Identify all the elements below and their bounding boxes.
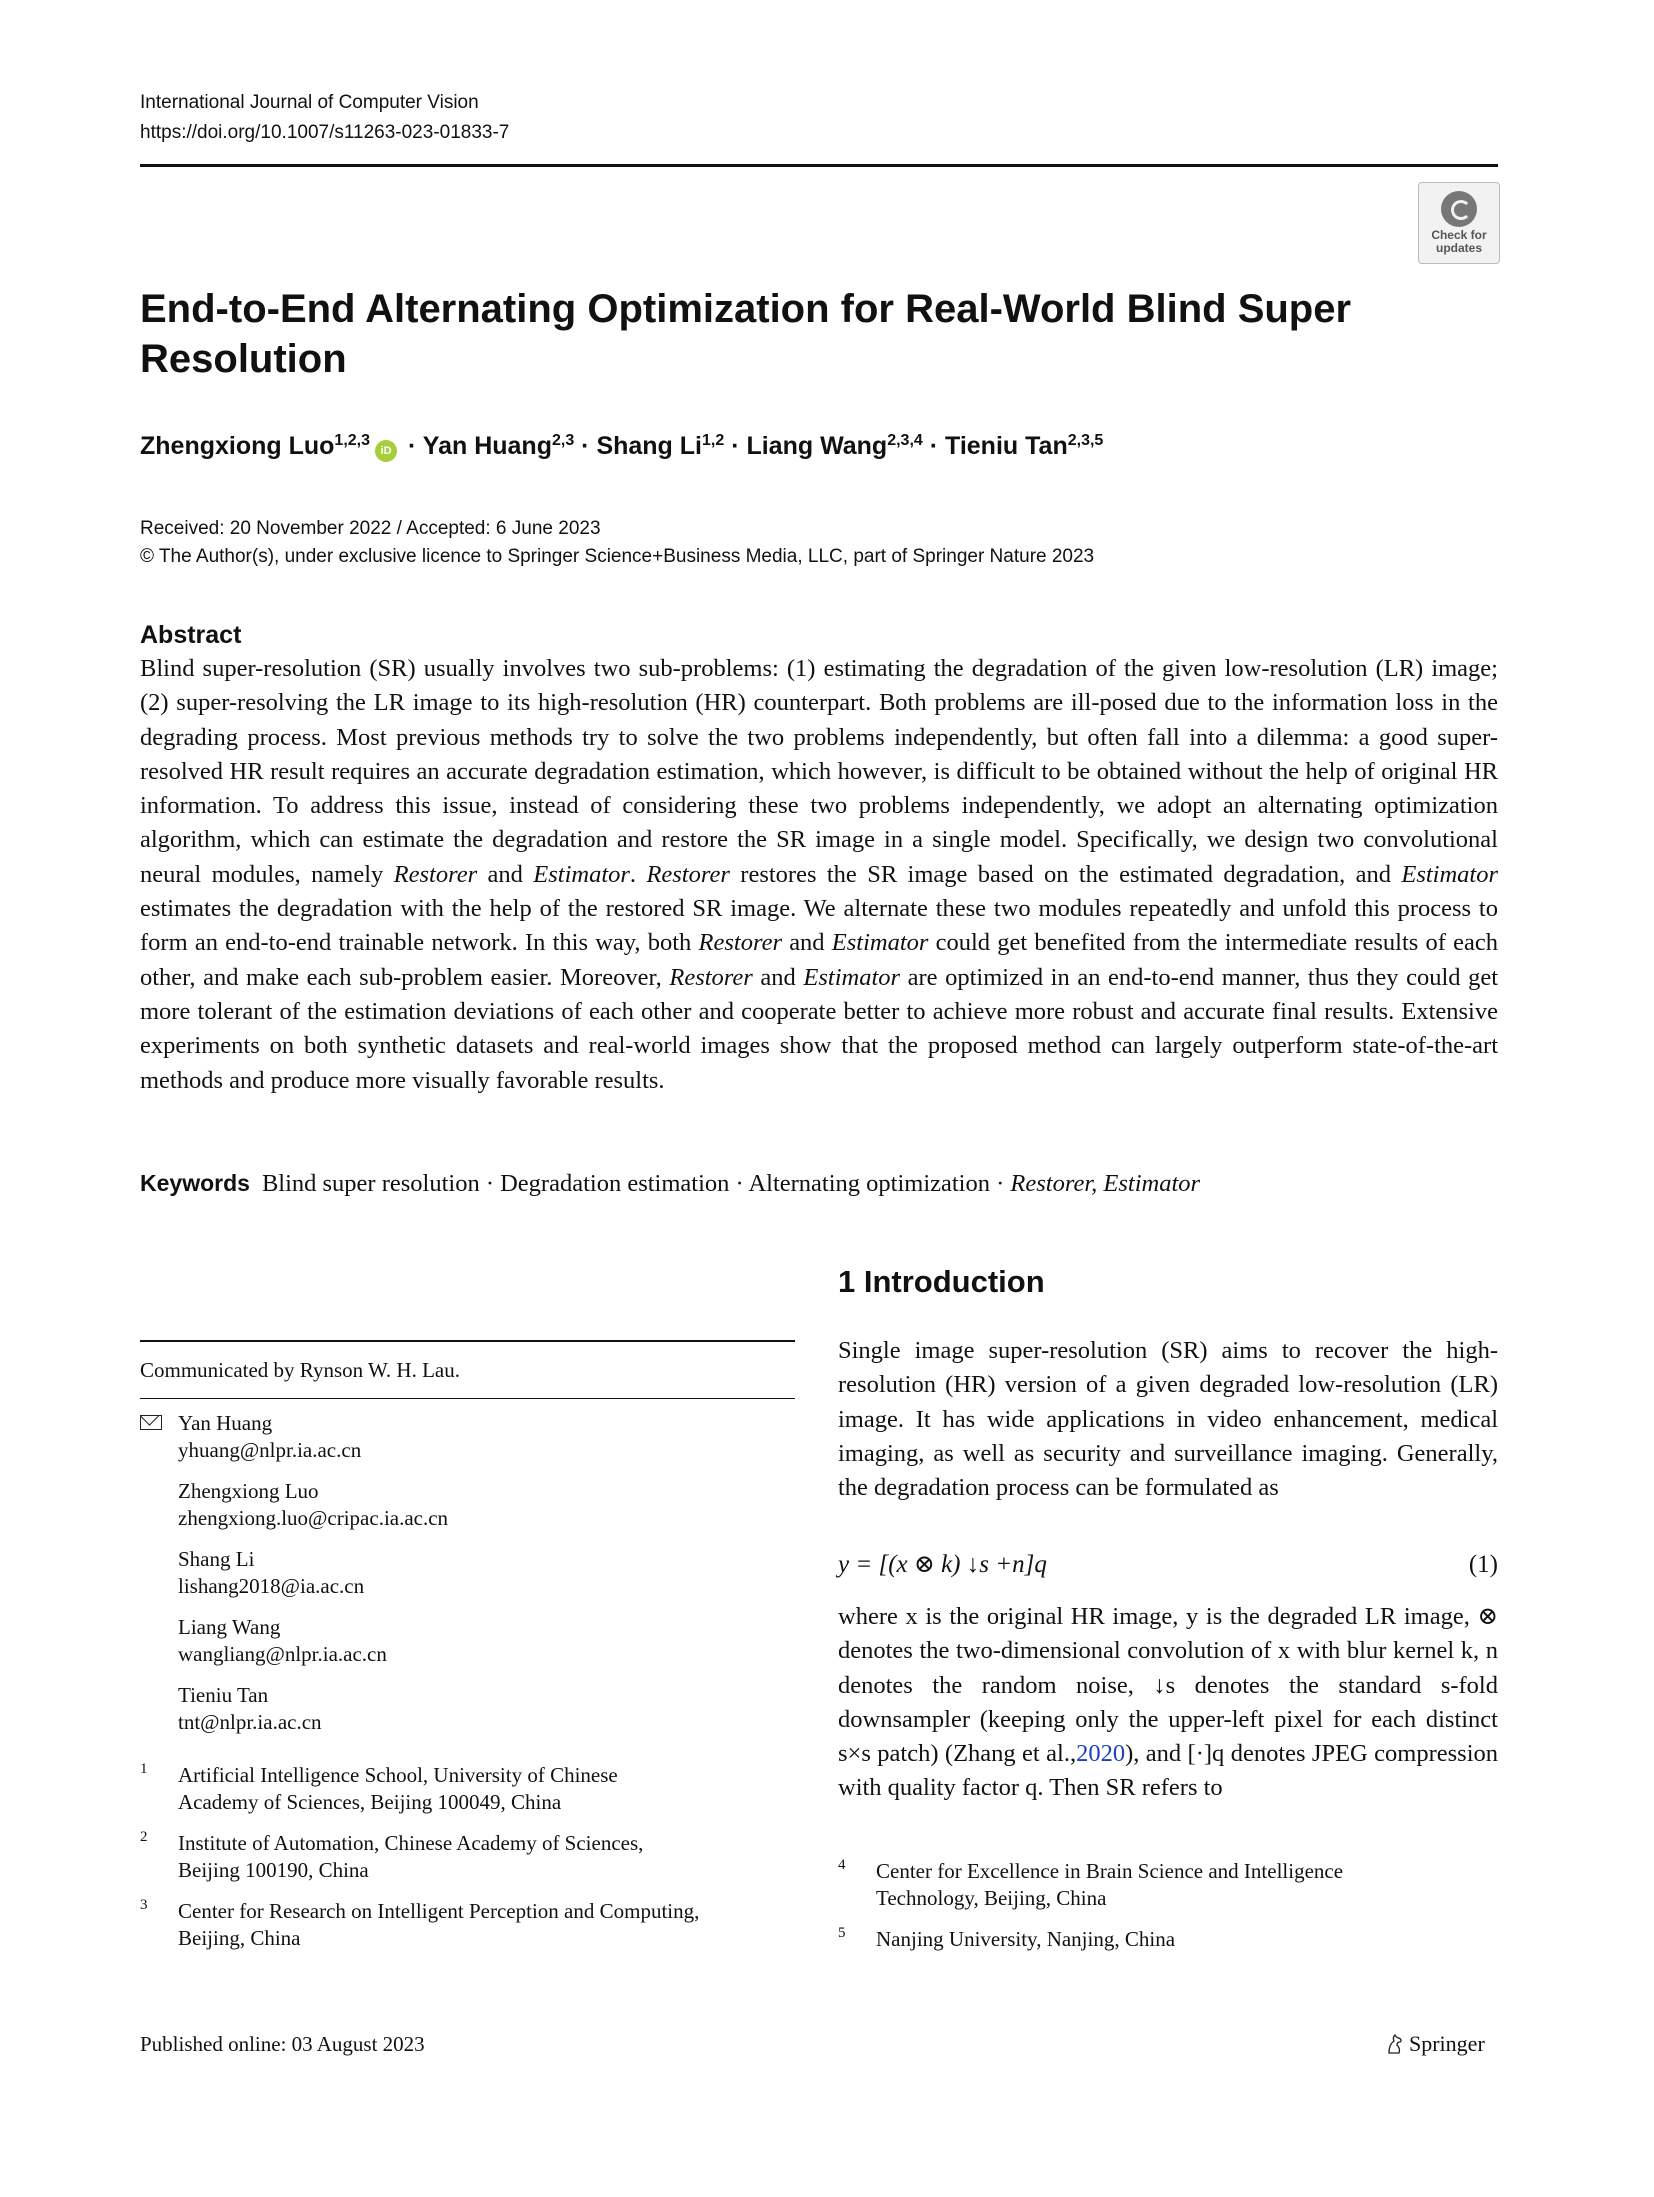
contact-name: Liang Wang xyxy=(178,1615,281,1639)
abstract-heading: Abstract xyxy=(140,621,242,649)
publisher-logo[interactable] xyxy=(1385,2029,1485,2059)
check-for-updates-badge[interactable] xyxy=(1418,182,1500,264)
equation-body: y = [(x ⊗ k) ↓s +n]q xyxy=(838,1551,1047,1578)
contact-email[interactable]: lishang2018@ia.ac.cn xyxy=(178,1574,365,1598)
article-dates xyxy=(140,515,1094,571)
affiliation-line: Institute of Automation, Chinese Academy of Sciences, xyxy=(178,1831,644,1855)
footnote-rule-thin xyxy=(140,1398,795,1399)
contact-email[interactable]: wangliang@nlpr.ia.ac.cn xyxy=(178,1642,387,1666)
author-affiliation-marker: 2,3,4 xyxy=(887,432,923,449)
header-rule xyxy=(140,164,1498,167)
contact-email[interactable]: zhengxiong.luo@cripac.ia.ac.cn xyxy=(178,1506,449,1530)
journal-header xyxy=(140,88,509,148)
author-name[interactable]: Yan Huang xyxy=(422,432,552,460)
author-affiliation-marker: 1,2,3 xyxy=(334,432,371,449)
abstract-term: Restorer xyxy=(669,963,753,991)
affiliation-line: Artificial Intelligence School, University of Chinese xyxy=(178,1763,618,1787)
publisher-name: Springer xyxy=(1409,2031,1485,2056)
copyright-line: © The Author(s), under exclusive licence to Springer Science+Business Media, LLC, part of Springer Nature 2023 xyxy=(140,546,1095,567)
affiliation-number: 3 xyxy=(140,1897,148,1913)
affiliation-entry xyxy=(140,1762,795,1816)
journal-name: International Journal of Computer Vision xyxy=(140,92,479,113)
contact-name: Yan Huang xyxy=(178,1411,273,1435)
affiliation-entry xyxy=(140,1898,795,1952)
badge-line-2: updates xyxy=(1435,241,1482,255)
abstract-term: Estimator xyxy=(831,929,929,957)
contact-name: Tieniu Tan xyxy=(178,1683,269,1707)
contact-email[interactable]: yhuang@nlpr.ia.ac.cn xyxy=(178,1438,362,1462)
abstract-part: and xyxy=(789,929,825,957)
equation-number: (1) xyxy=(1468,1551,1498,1578)
abstract-part: could get benefited from the intermediate results of each other, and make each sub-problem easier. Moreover, xyxy=(140,929,1498,991)
doi-link[interactable]: https://doi.org/10.1007/s11263-023-01833-7 xyxy=(140,122,510,143)
author-affiliation-marker: 1,2 xyxy=(702,432,725,449)
abstract-part: restores the SR image based on the estimated degradation, and xyxy=(740,860,1391,888)
author-list: Zhengxiong Luo$^{1,2,3}$iD · Yan Huang$^{2,3}$ · Shang Li$^{1,2}$ · Liang Wang$^{2,3,4}$ · Tieniu Tan$^{2,3,5}$ xyxy=(140,432,1104,460)
affiliations-left xyxy=(140,1762,795,1966)
author-name[interactable]: Liang Wang xyxy=(746,432,888,460)
envelope-icon xyxy=(140,1415,162,1430)
author-name[interactable]: Tieniu Tan xyxy=(945,432,1068,460)
affiliation-line: Beijing, China xyxy=(178,1926,301,1950)
contact-email[interactable]: tnt@nlpr.ia.ac.cn xyxy=(178,1710,322,1734)
citation-link[interactable]: 2020 xyxy=(1076,1740,1126,1768)
intro-paragraph-2 xyxy=(838,1600,1498,1806)
affiliations-right xyxy=(838,1858,1498,1967)
abstract-term: Restorer xyxy=(698,929,782,957)
received-accepted: Received: 20 November 2022 / Accepted: 6 June 2023 xyxy=(140,518,601,539)
badge-line-1: Check for xyxy=(1431,228,1487,242)
communicated-by: Communicated by Rynson W. H. Lau. xyxy=(140,1358,460,1382)
intro-text: where x is the original HR image, y is the degraded LR image, ⊗ denotes the two-dimensional convolution of x with blur kernel k, n denotes the random noise, ↓s denotes the standard s-fold downsampler (keeping only the upper-left pixel for each distinct s×s patch) (Zhang et al., xyxy=(838,1603,1498,1768)
equation-1 xyxy=(838,1548,1498,1582)
author-name[interactable]: Zhengxiong Luo xyxy=(140,432,335,460)
abstract-part: and xyxy=(760,963,796,991)
author-affiliation-marker: 2,3 xyxy=(551,432,575,449)
published-online: Published online: 03 August 2023 xyxy=(140,2032,425,2056)
abstract-part: and xyxy=(487,860,523,888)
affiliation-entry xyxy=(140,1830,795,1884)
abstract-part: estimates the degradation with the help of the restored SR image. We alternate these two modules repeatedly and unfold this process to form an end-to-end trainable network. In this way, both xyxy=(140,895,1498,957)
keywords-heading: Keywords xyxy=(140,1170,250,1196)
affiliation-line: Academy of Sciences, Beijing 100049, China xyxy=(178,1790,562,1814)
affiliation-line: Beijing 100190, China xyxy=(178,1858,369,1882)
section-heading-introduction: 1 Introduction xyxy=(838,1264,1045,1299)
affiliation-line: Center for Excellence in Brain Science and Intelligence xyxy=(876,1859,1344,1883)
affiliation-line: Technology, Beijing, China xyxy=(876,1886,1107,1910)
keywords-text: Blind super resolution · Degradation estimation · Alternating optimization · xyxy=(261,1170,1005,1197)
contact-entry xyxy=(140,1614,795,1668)
contact-entry xyxy=(140,1546,795,1600)
abstract-text: Blind super-resolution (SR) usually involves two sub-problems: (1) estimating the degradation of the given low-resolution (LR) image; (2) super-resolving the LR image to its high-resolution (HR) counterpart. Both problems are ill-posed due to the information loss in the degrading process. Most previous methods try to solve the two problems independently, but often fall into a dilemma: a good super-resolved HR result requires an accurate degradation estimation, which however, is difficult to be obtained without the help of original HR information. To address this issue, instead of considering these two problems independently, we adopt an alternating optimization algorithm, which can estimate the degradation and restore the SR image in a single model. Specifically, we design two convolutional neural modules, namely Restorer and Estimator. Restorer restores the SR image based on the estimated degradation, and Estimator estimates the degradation with the help of the restored SR image. We alternate these two modules repeatedly and unfold this process to form an end-to-end trainable network. In this way, both Restorer and Estimator could get benefited from the intermediate results of each other, and make each sub-problem easier. Moreover, Restorer and Estimator are optimized in an end-to-end manner, thus they could get more tolerant of the estimation deviations of each other and cooperate better to achieve more robust and accurate final results. Extensive experiments on both synthetic datasets and real-world images show that the proposed method can largely outperform state-of-the-art methods and produce more visually favorable results. xyxy=(140,655,1499,1094)
abstract-part: are optimized in an end-to-end manner, thus they could get more tolerant of the estimation deviations of each other and cooperate better to achieve more robust and accurate final results. Extensive experiments on both synthetic datasets and real-world images show that the proposed method can largely outperform state-of-the-art methods and produce more visually favorable results. xyxy=(140,963,1499,1094)
update-icon xyxy=(1441,191,1477,227)
contact-entry xyxy=(140,1478,795,1532)
keywords xyxy=(140,1166,1200,1201)
intro-paragraph-1: Single image super-resolution (SR) aims to recover the high-resolution (HR) version of a given degraded low-resolution (LR) image. It has wide applications in video enhancement, medical imaging, as well as security and surveillance imaging. Generally, the degradation process can be formulated as xyxy=(838,1337,1498,1502)
affiliation-entry xyxy=(838,1858,1498,1912)
affiliation-number: 1 xyxy=(140,1761,148,1777)
abstract-term: Estimator xyxy=(1401,860,1499,888)
footnote-rule xyxy=(140,1340,795,1342)
affiliation-number: 2 xyxy=(140,1829,148,1845)
abstract-term: Estimator xyxy=(803,963,901,991)
affiliation-entry xyxy=(838,1926,1498,1953)
keywords-italic: Restorer, Estimator xyxy=(1010,1170,1201,1197)
affiliation-line: Center for Research on Intelligent Perception and Computing, xyxy=(178,1899,700,1923)
abstract-term: Estimator xyxy=(533,860,630,888)
contact-name: Zhengxiong Luo xyxy=(178,1479,319,1503)
paper-title: End-to-End Alternating Optimization for Real-World Blind Super Resolution xyxy=(140,287,1352,381)
affiliation-number: 4 xyxy=(838,1857,846,1873)
author-name[interactable]: Shang Li xyxy=(596,432,702,460)
affiliation-line: Nanjing University, Nanjing, China xyxy=(876,1927,1176,1951)
contact-name: Shang Li xyxy=(178,1547,255,1571)
abstract-term: Restorer xyxy=(393,860,478,888)
orcid-icon[interactable]: iD xyxy=(375,440,397,462)
author-contacts xyxy=(140,1410,795,1750)
intro-text: ), and [·]q denotes JPEG compression with quality factor q. Then SR refers to xyxy=(838,1740,1498,1802)
contact-entry xyxy=(140,1682,795,1736)
affiliation-number: 5 xyxy=(838,1925,846,1941)
contact-entry xyxy=(140,1410,795,1464)
springer-horse-icon xyxy=(1385,2033,1405,2055)
abstract-term: Restorer xyxy=(646,860,730,888)
abstract-part: Blind super-resolution (SR) usually involves two sub-problems: (1) estimating the degradation of the given low-resolution (LR) image; (2) super-resolving the LR image to its high-resolution (HR) counterpart. Both problems are ill-posed due to the information loss in the degrading process. Most previous methods try to solve the two problems independently, but often fall into a dilemma: a good super-resolved HR result requires an accurate degradation estimation, which however, is difficult to be obtained without the help of original HR information. To address this issue, instead of considering these two problems independently, we adopt an alternating optimization algorithm, which can estimate the degradation and restore the SR image in a single model. Specifically, we design two convolutional neural modules, namely xyxy=(140,655,1498,888)
author-affiliation-marker: 2,3,5 xyxy=(1067,432,1104,449)
